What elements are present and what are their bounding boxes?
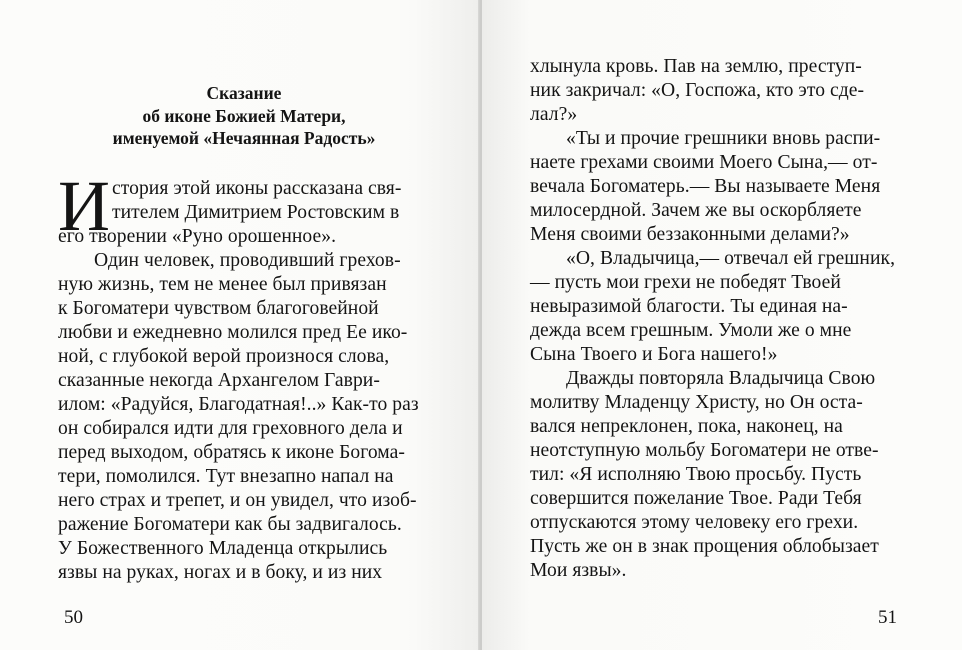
text-line: него страх и трепет, и он увидел, что изоб-	[58, 490, 417, 511]
story-title	[58, 82, 430, 150]
drop-cap: И	[58, 166, 110, 246]
text-line: «Ты и прочие грешники вновь распи-	[566, 128, 881, 149]
text-line: У Божественного Младенца открылись	[58, 538, 388, 559]
text-line: вался непреклонен, пока, наконец, на	[530, 416, 843, 437]
text-line: молитву Младенцу Христу, но Он оста-	[530, 392, 863, 413]
text-line: он собирался идти для греховного дела и	[58, 418, 403, 439]
text-line: наете грехами своими Моего Сына,— от-	[530, 152, 878, 173]
text-line: язвы на руках, ногах и в боку, и из них	[58, 562, 383, 583]
page-number: 50	[64, 607, 83, 628]
text-line: илом: «Радуйся, Благодатная!..» Как-то раз	[58, 394, 419, 415]
text-line: Меня своими беззаконными делами?»	[530, 224, 850, 245]
page-number: 51	[878, 607, 897, 628]
text-line: ной, с глубокой верой произнося слова,	[58, 346, 390, 367]
text-line: невыразимой благости. Ты единая на-	[530, 296, 848, 317]
text-line: Один человек, проводивший грехов-	[94, 250, 401, 271]
text-line: тителем Димитрием Ростовским в	[112, 202, 400, 223]
text-line: «О, Владычица,— отвечал ей грешник,— пусть мои грехи не победят Твоей	[530, 248, 896, 293]
text-line: ник закричал: «О, Госпожа, кто это сде-	[530, 80, 865, 101]
title-line: об иконе Божией Матери,	[142, 105, 346, 126]
text-line: тил: «Я исполняю Твою просьбу. Пусть	[530, 464, 862, 485]
text-line: Сына Твоего и Бога нашего!»	[530, 344, 778, 365]
text-line: милосердной. Зачем же вы оскорбляете	[530, 200, 862, 221]
text-line: Дважды повторяла Владычица Свою	[566, 368, 876, 389]
text-line: неотступную мольбу Богоматери не отве-	[530, 440, 879, 461]
left-page	[0, 0, 480, 650]
text-line: любви и ежедневно молился пред Ее ико-	[58, 322, 408, 343]
text-line: совершится пожелание Твое. Ради Тебя	[530, 488, 862, 509]
text-line: его творении «Руно орошенное».	[58, 226, 337, 247]
text-line: хлынула кровь. Пав на землю, преступ-	[530, 56, 862, 77]
text-line: Мои язвы».	[530, 560, 627, 581]
text-line: ную жизнь, тем не менее был привязан	[58, 274, 387, 295]
text-line: перед выходом, обратясь к иконе Богома-	[58, 442, 405, 463]
text-line: Пусть же он в знак прощения облобызает	[530, 536, 879, 557]
title-line: Сказание	[206, 83, 282, 103]
text-line: отпускаются этому человеку его грехи.	[530, 512, 859, 533]
text-line: к Богоматери чувством благоговейной	[58, 298, 379, 319]
text-line: лал?»	[530, 104, 578, 125]
text-line: стория этой иконы рассказана свя-	[112, 178, 402, 199]
text-line: ражение Богоматери как бы задвигалось.	[58, 514, 402, 535]
text-line: дежда всем грешным. Умоли же о мне	[530, 320, 852, 341]
right-page	[482, 0, 962, 650]
text-line: сказанные некогда Архангелом Гаври-	[58, 370, 380, 391]
text-line: вечала Богоматерь.— Вы называете Меня	[530, 176, 881, 197]
title-line: именуемой «Нечаянная Радость»	[112, 128, 376, 148]
text-line: тери, помолился. Тут внезапно напал на	[58, 466, 394, 487]
